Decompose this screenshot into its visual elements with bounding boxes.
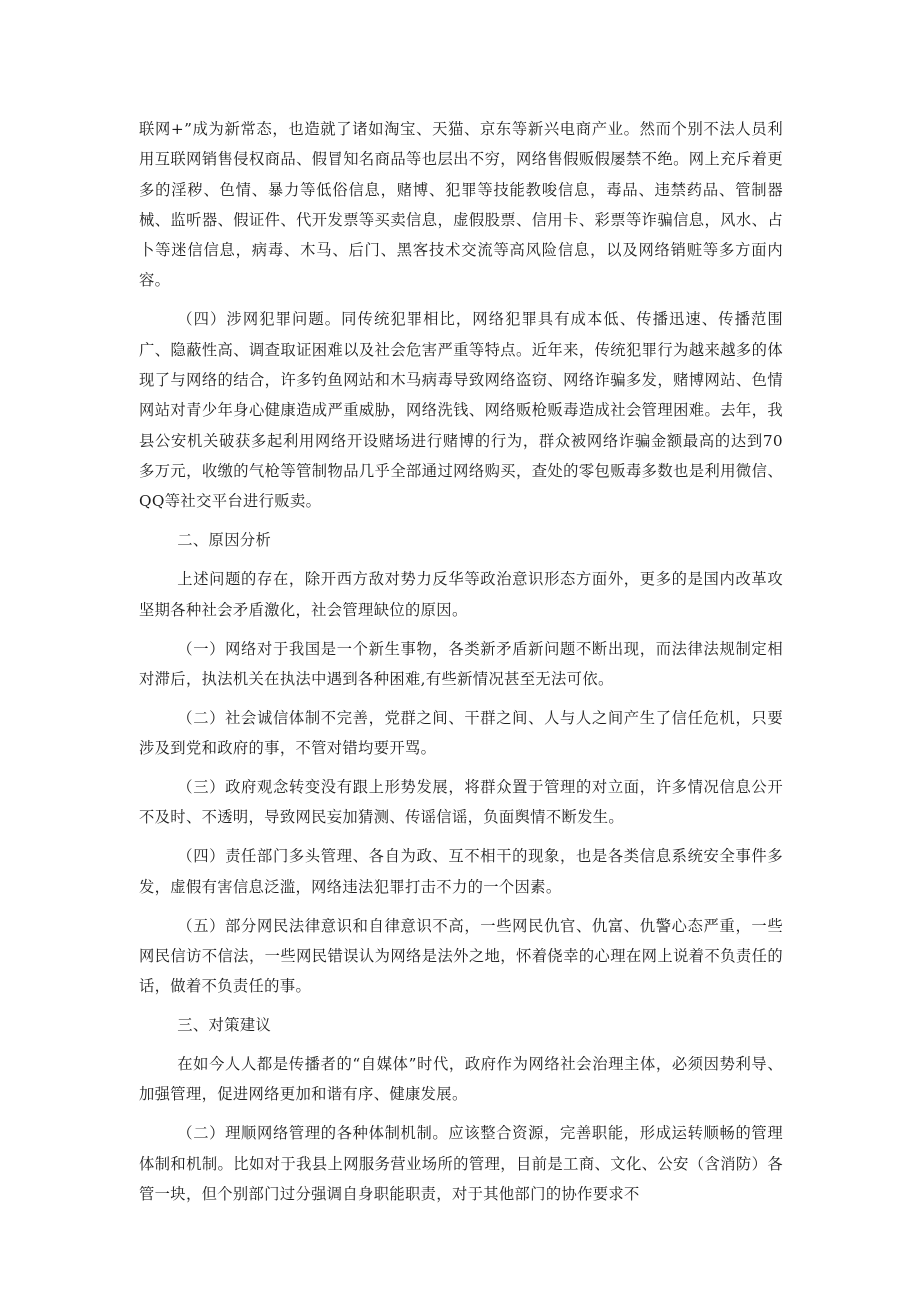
paragraph-internet-content: 联网+”成为新常态，也造就了诸如淘宝、天猫、京东等新兴电商产业。然而个别不法人员利用互联网销售侵权商品、假冒知名商品等也层出不穷，网络售假贩假屡禁不绝。网上充斥着更多的淫秽、色情、暴力等低俗信息，赌博、犯罪等技能教唆信息，毒品、违禁药品、管制器械、监听器、假证件、代开发票等买卖信息，虚假股票、信用卡、彩票等诈骗信息，风水、占卜等迷信信息，病毒、木马、后门、黑客技术交流等高风险信息，以及网络销赃等多方面内容。: [139, 120, 783, 290]
paragraph-cause-5: （五）部分网民法律意识和自律意识不高，一些网民仇官、仇富、仇警心态严重，一些网民信访不信法，一些网民错误认为网络是法外之地，怀着侥幸的心理在网上说着不负责任的话，做着不负责任的事。: [139, 916, 783, 996]
paragraph-cause-1: （一）网络对于我国是一个新生事物，各类新矛盾新问题不断出现，而法律法规制定相对滞后，执法机关在执法中遇到各种困难,有些新情况甚至无法可依。: [139, 639, 783, 688]
paragraph-cyber-crime: （四）涉网犯罪问题。同传统犯罪相比，网络犯罪具有成本低、传播迅速、传播范围广、隐蔽性高、调查取证困难以及社会危害严重等特点。近年来，传统犯罪行为越来越多的体现了与网络的结合，许多钓鱼网站和木马病毒导致网络盗窃、网络诈骗多发，赌博网站、色情网站对青少年身心健康造成严重威胁，网络洗钱、网络贩枪贩毒造成社会管理困难。去年，我县公安机关破获多起利用网络开设赌场进行赌博的行为，群众被网络诈骗金额最高的达到70多万元，收缴的气枪等管制物品几乎全部通过网络购买，查处的零包贩毒多数也是利用微信、QQ等社交平台进行贩卖。: [139, 310, 783, 511]
paragraph-cause-4: （四）责任部门多头管理、各自为政、互不相干的现象，也是各类信息系统安全事件多发，虚假有害信息泛滥，网络违法犯罪打击不力的一个因素。: [139, 847, 783, 896]
paragraph-countermeasures-intro: 在如今人人都是传播者的“自媒体”时代，政府作为网络社会治理主体，必须因势利导、加强管理，促进网络更加和谐有序、健康发展。: [139, 1055, 783, 1104]
section-heading-countermeasures: 三、对策建议: [177, 1016, 272, 1035]
document-body: [139, 114, 783, 1218]
paragraph-cause-3: （三）政府观念转变没有跟上形势发展，将群众置于管理的对立面，许多情况信息公开不及时、不透明，导致网民妄加猜测、传谣信谣，负面舆情不断发生。: [139, 778, 783, 827]
paragraph-countermeasure-2: （二）理顺网络管理的各种体制机制。应该整合资源，完善职能，形成运转顺畅的管理体制和机制。比如对于我县上网服务营业场所的管理，目前是工商、文化、公安（含消防）各管一块，但个别部门过分强调自身职能职责，对于其他部门的协作要求不: [139, 1124, 783, 1204]
section-heading-cause-analysis: 二、原因分析: [177, 531, 272, 550]
paragraph-cause-intro: 上述问题的存在，除开西方敌对势力反华等政治意识形态方面外，更多的是国内改革攻坚期各种社会矛盾激化，社会管理缺位的原因。: [139, 570, 783, 619]
paragraph-cause-2: （二）社会诚信体制不完善，党群之间、干群之间、人与人之间产生了信任危机，只要涉及到党和政府的事，不管对错均要开骂。: [139, 708, 783, 758]
